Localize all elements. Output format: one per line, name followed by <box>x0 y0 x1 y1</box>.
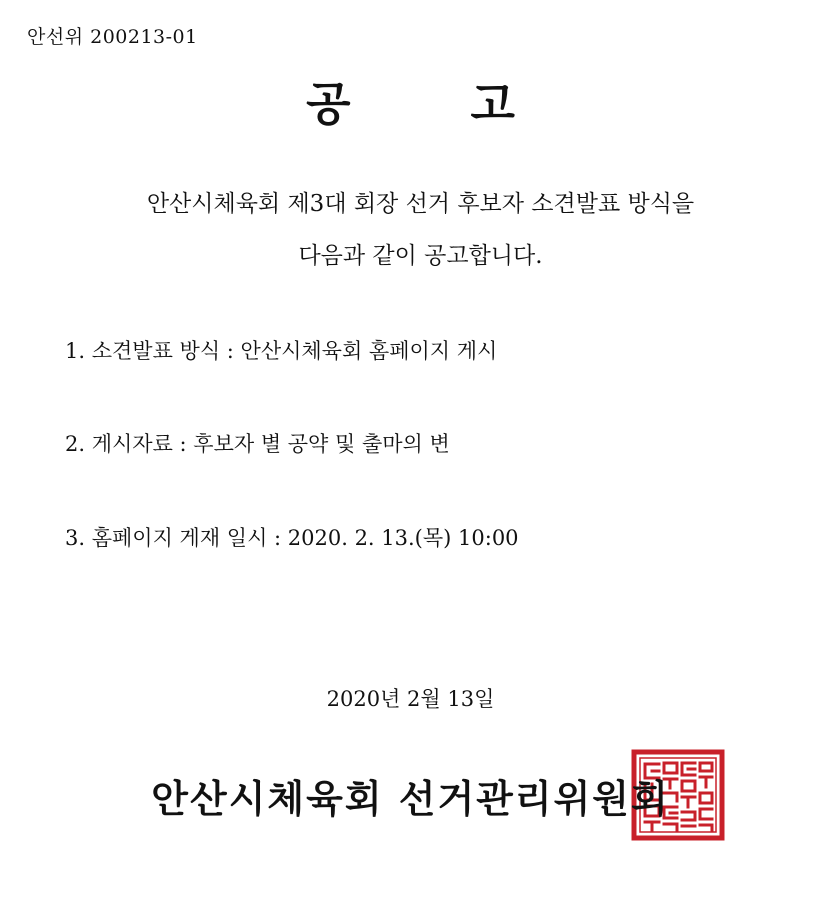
intro-line-1: 안산시체육회 제3대 회장 선거 후보자 소견발표 방식을 <box>146 191 695 217</box>
item-posting-datetime: 3. 홈페이지 게재 일시 : 2020. 2. 13.(목) 10:00 <box>65 526 519 550</box>
issuer-name: 안산시체육회 선거관리위원회 <box>151 776 670 821</box>
intro-paragraph <box>60 178 781 282</box>
intro-line-2: 다음과 같이 공고합니다. <box>298 243 543 269</box>
document-title: 공고 <box>306 77 635 131</box>
item-presentation-method: 1. 소견발표 방식 : 안산시체육회 홈페이지 게시 <box>65 339 498 363</box>
announcement-date: 2020년 2월 13일 <box>326 687 495 711</box>
item-posted-materials: 2. 게시자료 : 후보자 별 공약 및 출마의 변 <box>65 432 450 456</box>
document-number: 안선위 200213-01 <box>27 26 198 48</box>
